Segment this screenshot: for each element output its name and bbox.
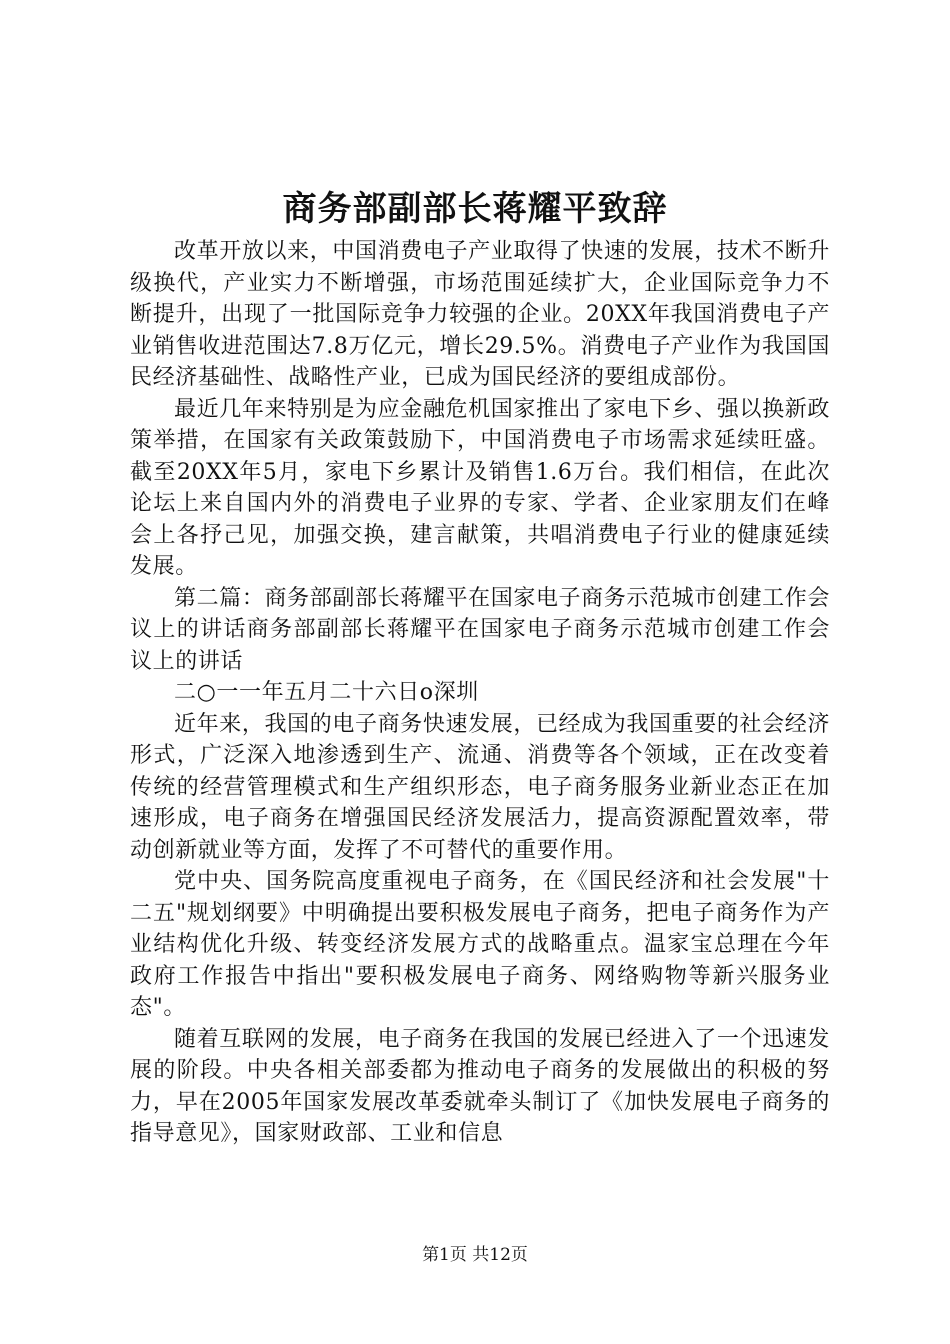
document-body <box>130 236 830 1150</box>
paragraph: 近年来，我国的电子商务快速发展，已经成为我国重要的社会经济形式，广泛深入地渗透到生产、流通、消费等各个领域，正在改变着传统的经营管理模式和生产组织形态，电子商务服务业新业态正在加速形成，电子商务在增强国民经济发展活力，提高资源配置效率，带动创新就业等方面，发挥了不可替代的重要作用。 <box>130 711 830 863</box>
date-line: 二○一一年五月二十六日o深圳 <box>174 680 479 705</box>
paragraph: 随着互联网的发展，电子商务在我国的发展已经进入了一个迅速发展的阶段。中央各相关部委都为推动电子商务的发展做出的积极的努力，早在2005年国家发展改革委就牵头制订了《加快发展电子商务的指导意见》，国家财政部、工业和信息 <box>130 1026 830 1146</box>
paragraph: 第二篇：商务部副部长蒋耀平在国家电子商务示范城市创建工作会议上的讲话商务部副部长蒋耀平在国家电子商务示范城市创建工作会议上的讲话 <box>130 585 830 674</box>
paragraph: 改革开放以来，中国消费电子产业取得了快速的发展，技术不断升级换代，产业实力不断增强，市场范围延续扩大，企业国际竞争力不断提升，出现了一批国际竞争力较强的企业。20XX年我国消费电子产业销售收进范围达7.8万亿元，增长29.5%。消费电子产业作为我国国民经济基础性、战略性产业，已成为国民经济的要组成部份。 <box>130 239 830 390</box>
paragraph: 党中央、国务院高度重视电子商务，在《国民经济和社会发展"十二五"规划纲要》中明确提出要积极发展电子商务，把电子商务作为产业结构优化升级、转变经济发展方式的战略重点。温家宝总理在今年政府工作报告中指出"要积极发展电子商务、网络购物等新兴服务业态"。 <box>130 869 830 1020</box>
page-number-footer: 第1页 共12页 <box>422 1245 528 1265</box>
document-title: 商务部副部长蒋耀平致辞 <box>282 189 668 229</box>
paragraph: 最近几年来特别是为应金融危机国家推出了家电下乡、强以换新政策举措，在国家有关政策鼓励下，中国消费电子市场需求延续旺盛。截至20XX年5月，家电下乡累计及销售1.6万台。我们相信，在此次论坛上来自国内外的消费电子业界的专家、学者、企业家朋友们在峰会上各抒己见，加强交换，建言献策，共唱消费电子行业的健康延续发展。 <box>130 396 830 579</box>
